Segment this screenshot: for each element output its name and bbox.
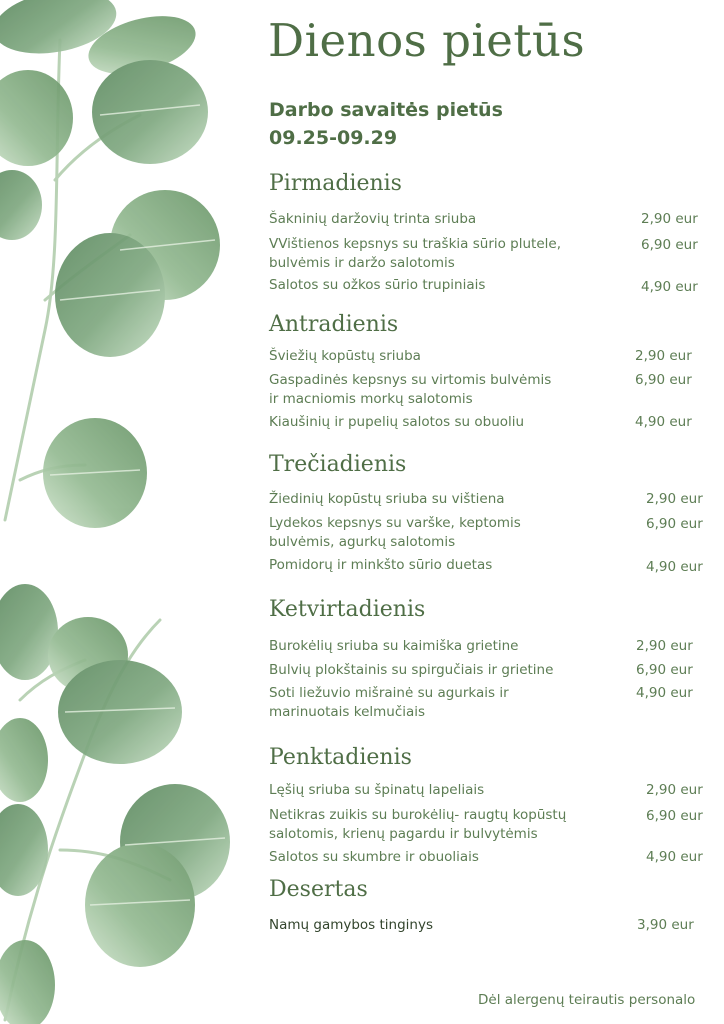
leaf <box>0 940 55 1024</box>
menu-item-line: Lęšių sriuba su špinatų lapeliais <box>269 782 485 798</box>
menu-item-name <box>269 490 629 509</box>
leaf <box>92 60 208 164</box>
menu-item-line: Gaspadinės kepsnys su virtomis bulvėmis <box>269 372 552 388</box>
menu-item-line: Žiedinių kopūstų sriuba su vištiena <box>269 491 505 507</box>
menu-item-price: 4,90 eur <box>636 685 693 701</box>
menu-item-line: Soti liežuvio mišrainė su agurkais ir <box>269 685 509 701</box>
menu-item-line: Netikras zuikis su burokėlių- raugtų kopūstų <box>269 807 567 823</box>
menu-item-price: 3,90 eur <box>637 917 694 933</box>
menu-item-price: 4,90 eur <box>641 279 698 295</box>
menu-item-price: 2,90 eur <box>635 348 692 364</box>
menu-item-line: Šviežių kopūstų sriuba <box>269 348 421 364</box>
day-title-wednesday: Trečiadienis <box>269 452 407 477</box>
menu-item-name <box>269 514 629 552</box>
leaf <box>0 170 42 240</box>
menu-item-price: 4,90 eur <box>646 849 703 865</box>
menu-item-line: marinuotais kelmučiais <box>269 704 426 720</box>
menu-item-price: 2,90 eur <box>636 638 693 654</box>
menu-item-line: bulvėmis, agurkų salotomis <box>269 534 456 550</box>
menu-item-name <box>269 210 629 229</box>
menu-item-line: bulvėmis ir daržo salotomis <box>269 255 455 271</box>
menu-item-line: ir macniomis morkų salotomis <box>269 391 473 407</box>
menu-item-price: 2,90 eur <box>646 491 703 507</box>
menu-item-name <box>269 276 629 295</box>
menu-item-line: Burokėlių sriuba su kaimiška grietine <box>269 638 519 654</box>
day-title-dessert: Desertas <box>269 877 368 902</box>
menu-item-price: 4,90 eur <box>635 414 692 430</box>
menu-item-name <box>269 661 629 680</box>
menu-item-price: 6,90 eur <box>641 237 698 253</box>
allergen-note: Dėl alergenų teirautis personalo <box>478 992 696 1008</box>
menu-item-line: Bulvių plokštainis su spirgučiais ir grietine <box>269 662 554 678</box>
leaf <box>0 584 58 680</box>
menu-item-name <box>269 848 629 867</box>
date-range: 09.25-09.29 <box>269 127 398 149</box>
menu-item-price: 4,90 eur <box>646 559 703 575</box>
eucalyptus-decoration <box>0 0 240 1024</box>
menu-item-line: Salotos su skumbre ir obuoliais <box>269 849 479 865</box>
week-subtitle <box>269 96 503 152</box>
subtitle-line: Darbo savaitės pietūs <box>269 99 503 121</box>
leaf <box>0 70 73 166</box>
menu-item-price: 2,90 eur <box>646 782 703 798</box>
day-title-friday: Penktadienis <box>269 745 412 770</box>
menu-item-price: 2,90 eur <box>641 211 698 227</box>
page-title: Dienos pietūs <box>268 14 586 67</box>
menu-item-line: Kiaušinių ir pupelių salotos su obuoliu <box>269 414 525 430</box>
menu-item-price: 6,90 eur <box>646 516 703 532</box>
menu-item-name <box>269 235 629 273</box>
menu-item-name <box>269 413 629 432</box>
menu-item-name <box>269 684 629 722</box>
menu-item-price: 6,90 eur <box>646 808 703 824</box>
menu-item-name <box>269 781 629 800</box>
menu-item-name <box>269 637 629 656</box>
day-title-tuesday: Antradienis <box>269 312 399 337</box>
menu-item-name <box>269 806 629 844</box>
leaf <box>0 718 48 802</box>
menu-item-price: 6,90 eur <box>636 662 693 678</box>
menu-item-line: Lydekos kepsnys su varške, keptomis <box>269 515 521 531</box>
day-title-monday: Pirmadienis <box>269 171 402 196</box>
menu-item-name <box>269 556 629 575</box>
menu-item-line: Pomidorų ir minkšto sūrio duetas <box>269 557 493 573</box>
menu-item-line: VVištienos kepsnys su traškia sūrio plutele, <box>269 236 561 252</box>
menu-item-line: Salotos su ožkos sūrio trupiniais <box>269 277 486 293</box>
menu-item-line: salotomis, krienų pagardu ir bulvytėmis <box>269 826 538 842</box>
menu-item-line: Namų gamybos tinginys <box>269 917 434 933</box>
menu-item-name <box>269 371 629 409</box>
menu-item-name <box>269 916 629 935</box>
menu-item-line: Šakninių daržovių trinta sriuba <box>269 211 477 227</box>
day-title-thursday: Ketvirtadienis <box>269 597 426 622</box>
menu-item-name <box>269 347 629 366</box>
menu-item-price: 6,90 eur <box>635 372 692 388</box>
